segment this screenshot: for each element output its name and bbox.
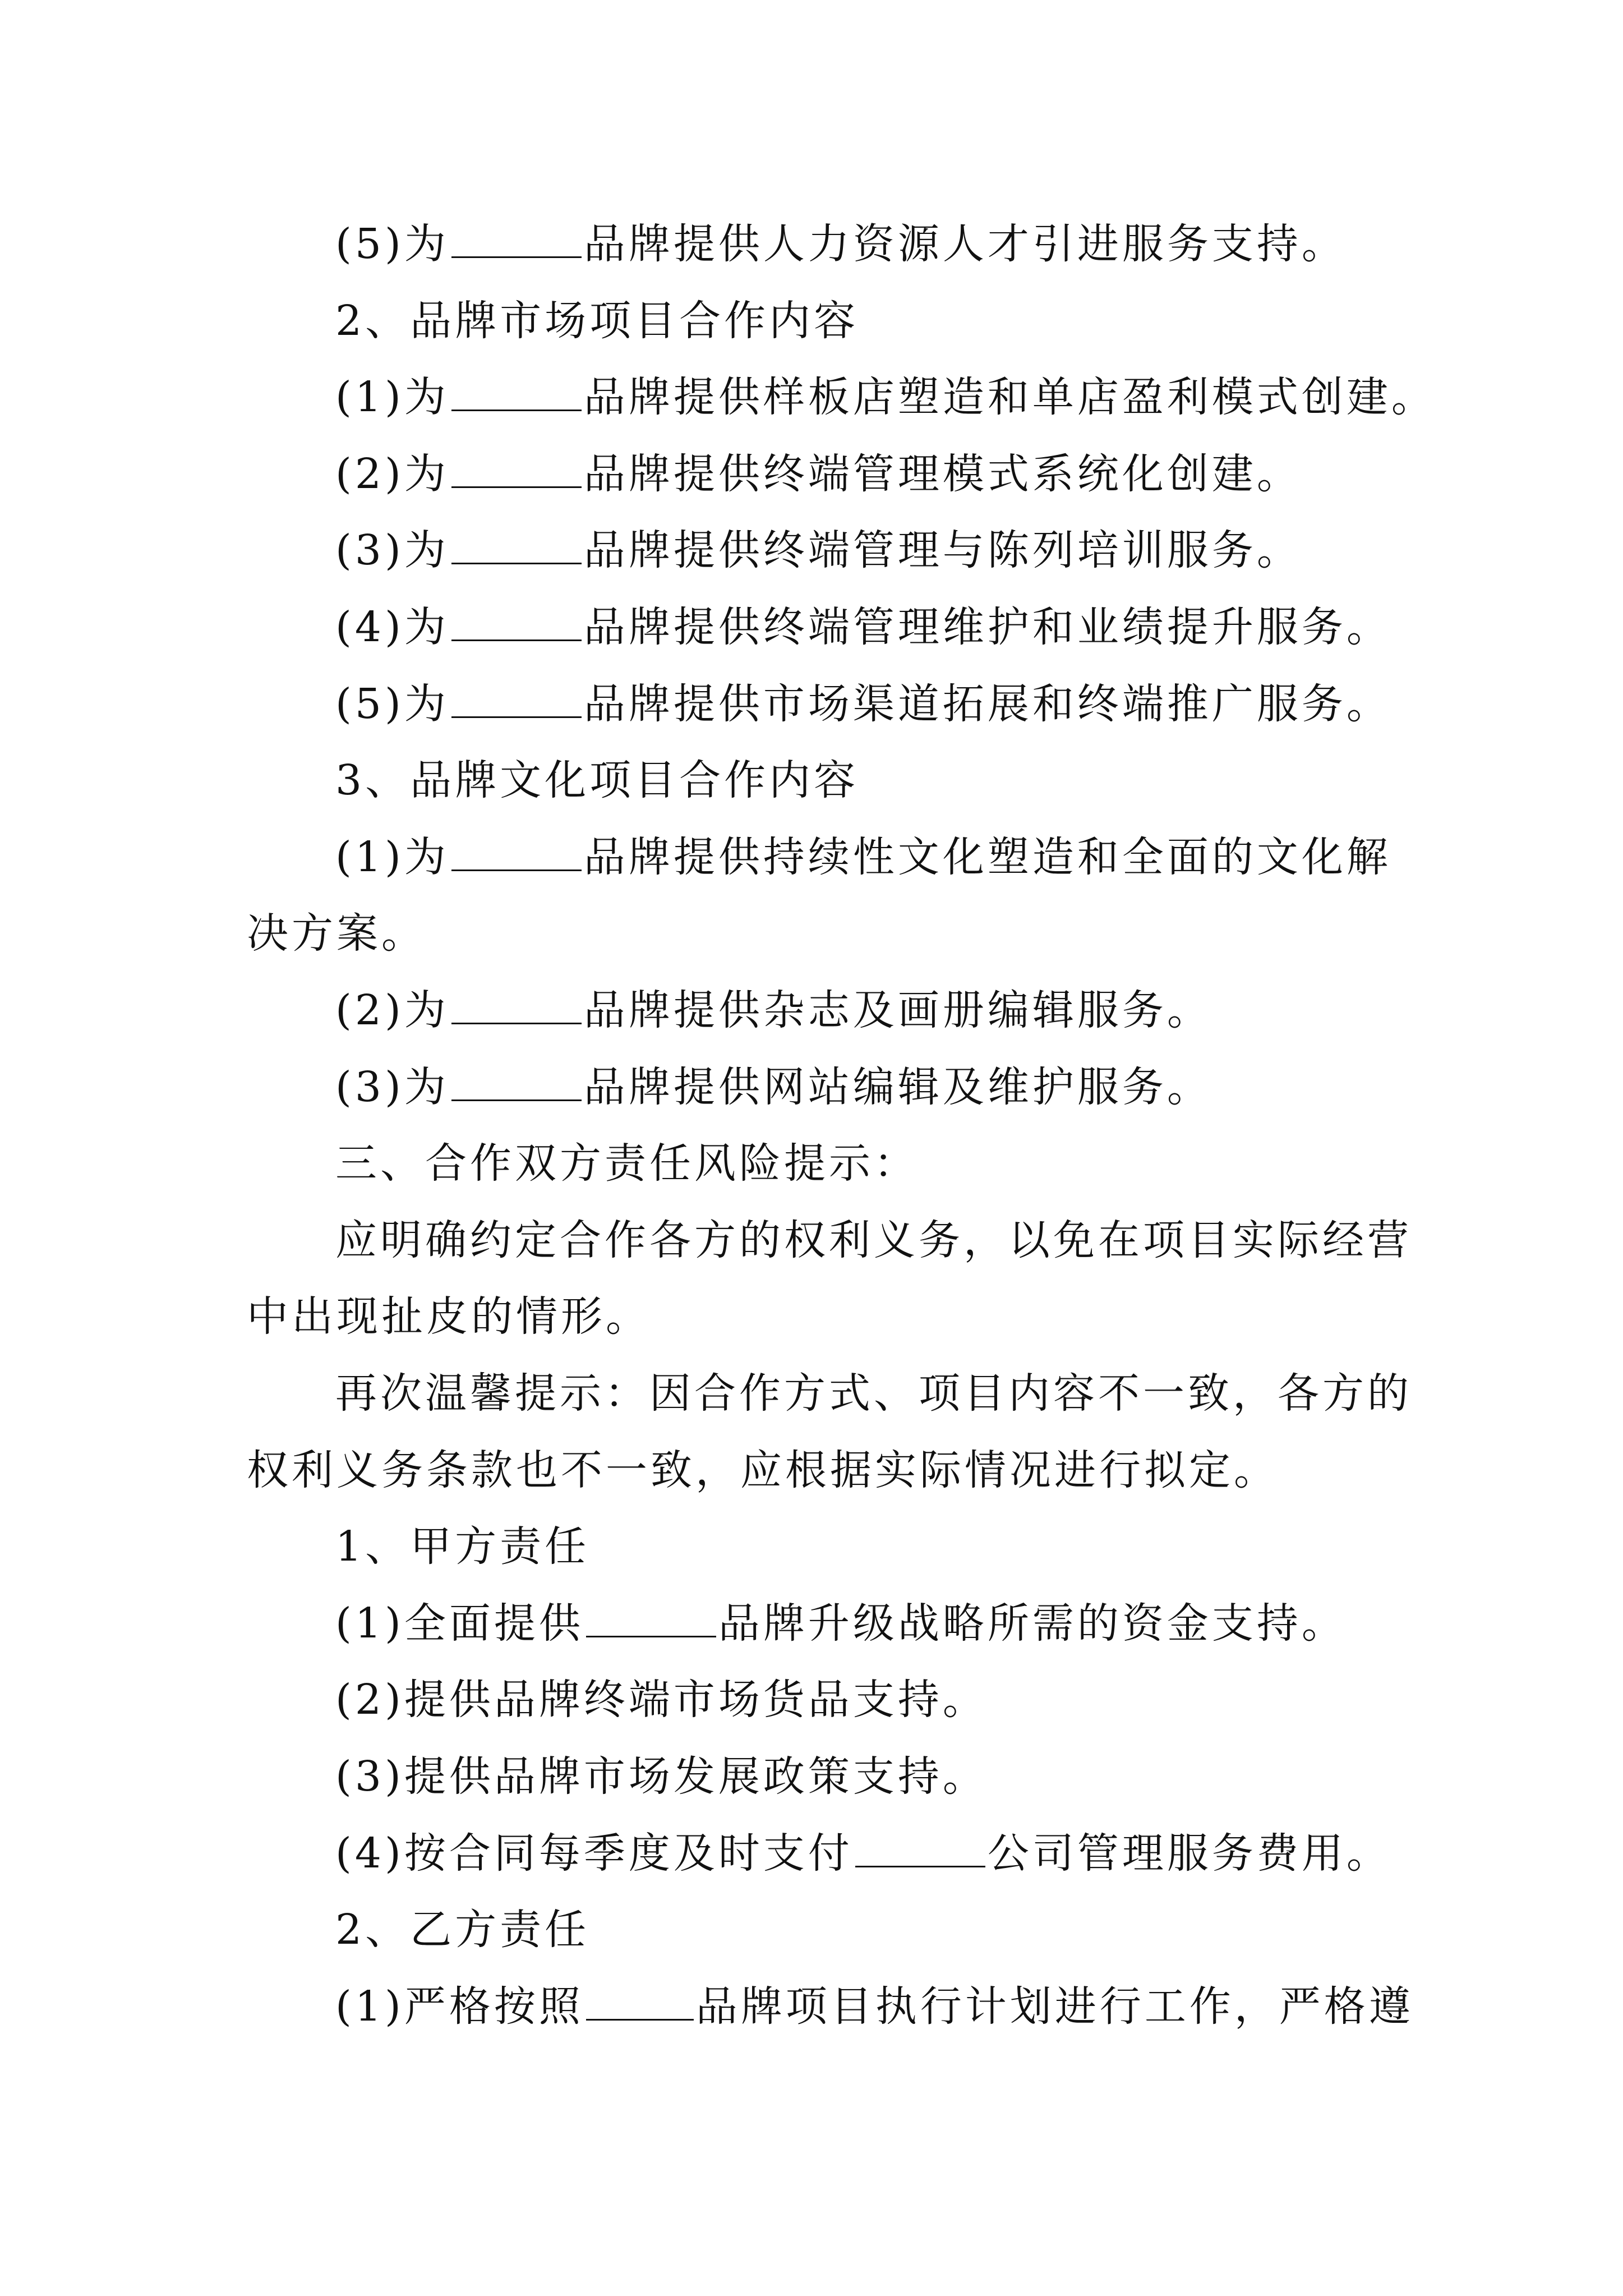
blank-underline	[451, 600, 582, 641]
blank-underline	[451, 447, 582, 488]
list-item	[335, 446, 1302, 502]
paragraph	[335, 1365, 1412, 1421]
item-number: (1)	[335, 1599, 404, 1648]
item-number: (2)	[335, 1676, 404, 1724]
item-text: 全面提供	[404, 1599, 584, 1648]
paragraph-text: 中出现扯皮的情形。	[247, 1292, 651, 1341]
item-text: 品牌提供终端管理维护和业绩提升服务。	[583, 603, 1391, 651]
item-text: 品牌提供人力资源人才引进服务支持。	[583, 220, 1347, 268]
item-number: (5)	[335, 680, 404, 728]
item-text: 提供品牌终端市场货品支持。	[404, 1676, 988, 1724]
item-text: 品牌提供终端管理模式系统化创建。	[583, 450, 1302, 498]
blank-underline	[586, 1596, 716, 1637]
item-number: (2)	[335, 986, 404, 1034]
item-text: 为	[404, 526, 449, 574]
paragraph-text: 决方案。	[247, 909, 426, 958]
item-number: (3)	[335, 1063, 404, 1111]
list-item	[335, 369, 1436, 425]
paragraph-text: 再次温馨提示：因合作方式、项目内容不一致，各方的	[335, 1369, 1412, 1418]
item-text: 品牌提供样板店塑造和单店盈利模式创建。	[583, 373, 1436, 421]
item-text: 为	[404, 986, 449, 1034]
item-text: 品牌升级战略所需的资金支持。	[718, 1599, 1347, 1648]
list-item	[335, 982, 1212, 1038]
blank-underline	[586, 1980, 694, 2021]
blank-underline	[451, 677, 582, 718]
list-item	[335, 1059, 1212, 1115]
item-text: 品牌提供持续性文化塑造和全面的文化解	[583, 833, 1391, 881]
blank-underline	[451, 983, 582, 1024]
blank-underline	[451, 523, 582, 564]
item-text: 公司管理服务费用。	[987, 1829, 1391, 1878]
item-text: 为	[404, 220, 449, 268]
heading-text: 3、品牌文化项目合作内容	[335, 756, 859, 804]
item-text: 为	[404, 603, 449, 651]
section-heading	[335, 1135, 919, 1191]
item-text: 为	[404, 1063, 449, 1111]
paragraph-text: 权利义务条款也不一致，应根据实际情况进行拟定。	[247, 1446, 1279, 1494]
item-text: 品牌提供杂志及画册编辑服务。	[583, 986, 1212, 1034]
item-number: (2)	[335, 450, 404, 498]
item-text: 按合同每季度及时支付	[404, 1829, 853, 1878]
section-heading	[335, 752, 859, 808]
list-item	[335, 1595, 1347, 1651]
item-text: 品牌提供网站编辑及维护服务。	[583, 1063, 1212, 1111]
item-number: (1)	[335, 373, 404, 421]
item-text: 为	[404, 680, 449, 728]
blank-underline	[451, 1060, 582, 1101]
paragraph-continuation	[247, 905, 426, 961]
list-item	[335, 599, 1391, 655]
item-text: 品牌提供终端管理与陈列培训服务。	[583, 526, 1302, 574]
item-number: (1)	[335, 833, 404, 881]
item-text: 为	[404, 833, 449, 881]
heading-text: 1、甲方责任	[335, 1522, 590, 1571]
blank-underline	[451, 370, 582, 411]
heading-text: 2、乙方责任	[335, 1906, 590, 1954]
blank-underline	[855, 1826, 985, 1867]
section-heading	[335, 1902, 589, 1958]
list-item	[335, 676, 1391, 732]
item-number: (3)	[335, 526, 404, 574]
list-item	[335, 1749, 988, 1805]
list-item	[335, 829, 1391, 885]
list-item	[335, 1672, 988, 1728]
item-text: 品牌项目执行计划进行工作，严格遵	[695, 1982, 1414, 2031]
list-item	[335, 1825, 1391, 1881]
paragraph-text: 应明确约定合作各方的权利义务，以免在项目实际经营	[335, 1216, 1412, 1264]
heading-text: 2、品牌市场项目合作内容	[335, 297, 859, 345]
item-text: 严格按照	[404, 1982, 584, 2031]
list-item	[335, 216, 1347, 272]
heading-text: 三、合作双方责任风险提示：	[335, 1139, 919, 1188]
item-number: (5)	[335, 220, 404, 268]
item-number: (3)	[335, 1752, 404, 1801]
item-number: (1)	[335, 1982, 404, 2031]
blank-underline	[451, 217, 582, 258]
item-text: 品牌提供市场渠道拓展和终端推广服务。	[583, 680, 1391, 728]
item-text: 为	[404, 450, 449, 498]
item-number: (4)	[335, 603, 404, 651]
blank-underline	[451, 830, 582, 871]
item-number: (4)	[335, 1829, 404, 1878]
section-heading	[335, 293, 859, 349]
section-heading	[335, 1519, 589, 1575]
paragraph	[335, 1212, 1412, 1268]
list-item	[335, 522, 1302, 578]
list-item	[335, 1978, 1414, 2035]
item-text: 提供品牌市场发展政策支持。	[404, 1752, 988, 1801]
paragraph-continuation	[247, 1442, 1279, 1498]
paragraph-continuation	[247, 1289, 651, 1345]
item-text: 为	[404, 373, 449, 421]
